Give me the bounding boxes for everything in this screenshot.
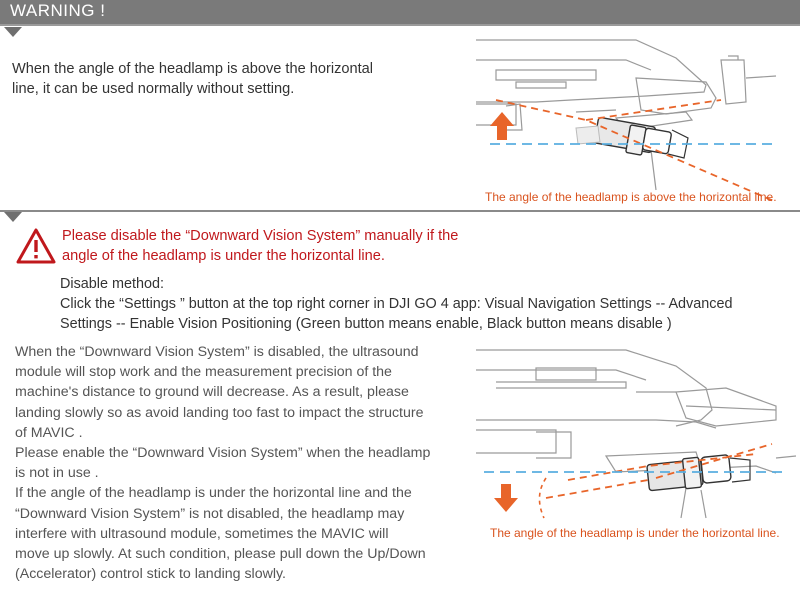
angle-arc [539, 478, 546, 518]
body-line-10: interfere with ultrasound module, sometimes the MAVIC will [15, 525, 389, 542]
arrow-down-icon [494, 484, 518, 512]
beam-ground-line [546, 480, 648, 498]
headlamp-above-figure [476, 30, 796, 208]
body-line-12: (Accelerator) control stick to landing slowly. [15, 566, 286, 583]
body-line-3: machine's distance to ground will decrease. As a result, please [15, 384, 409, 401]
drone-illustration-below [476, 348, 796, 544]
body-line-6: Please enable the “Downward Vision System” when the headlamp [15, 445, 431, 462]
section1-line-2: line, it can be used normally without setting. [12, 81, 295, 97]
section-marker-icon [4, 212, 22, 222]
disable-method [60, 274, 800, 334]
section1-line-1: When the angle of the headlamp is above the horizontal [12, 61, 374, 77]
figure2-caption: The angle of the headlamp is under the horizontal line. [490, 526, 780, 540]
header-rule [0, 24, 800, 26]
disable-method-line-1: Click the “Settings ” button at the top right corner in DJI GO 4 app: Visual Navigation Settings -- Advanced [60, 296, 733, 312]
warning-line-2: angle of the headlamp is under the horizontal line. [62, 248, 385, 264]
arrow-up-icon [490, 112, 514, 140]
body-paragraph [15, 342, 475, 584]
body-line-4: landing slowly so as avoid landing too fast to impact the structure [15, 404, 424, 421]
warning-line-1: Please disable the “Downward Vision System” manually if the [62, 228, 459, 244]
body-line-2: module will stop work and the measurement precision of the [15, 364, 392, 381]
drone-illustration-above [476, 30, 796, 208]
body-line-8: If the angle of the headlamp is under the horizontal line and the [15, 485, 412, 502]
body-line-9: “Downward Vision System” is not disabled, the headlamp may [15, 505, 405, 522]
section1-text [12, 59, 452, 99]
section-marker-icon [4, 27, 22, 37]
body-line-5: of MAVIC . [15, 424, 83, 441]
body-line-1: When the “Downward Vision System” is disabled, the ultrasound [15, 344, 419, 360]
figure1-caption: The angle of the headlamp is above the horizontal line. [485, 190, 777, 204]
disable-method-line-2: Settings -- Enable Vision Positioning (Green button means enable, Black button means disable ) [60, 316, 672, 332]
headlamp-below-figure [476, 348, 796, 544]
warning-triangle-icon [16, 228, 56, 264]
disable-method-title: Disable method: [60, 276, 164, 292]
page-title: WARNING ! [10, 1, 106, 20]
warning-message [62, 226, 492, 266]
body-line-11: move up slowly. At such condition, please pull down the Up/Down [15, 546, 426, 563]
section-divider [0, 210, 800, 212]
warning-header-bar [0, 0, 800, 24]
body-line-7: is not in use . [15, 465, 99, 482]
